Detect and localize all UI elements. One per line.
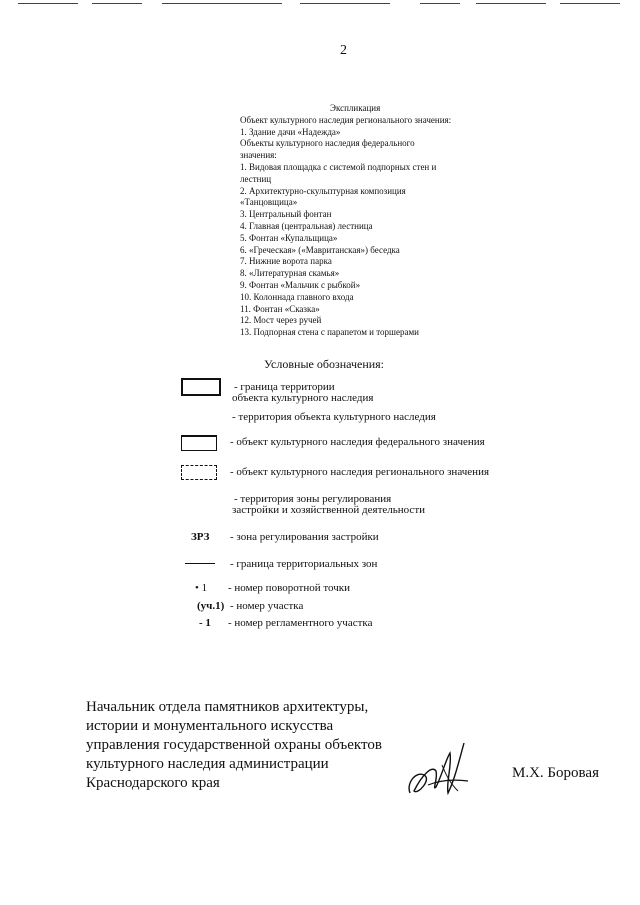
explication-line: Объект культурного наследия регионального значения: <box>240 114 452 125</box>
explication-line: 1. Здание дачи «Надежда» <box>240 126 341 137</box>
legend-territorial-zones: - граница территориальных зон <box>230 558 378 570</box>
legend-regional: - объект культурного наследия регионального значения <box>230 466 490 478</box>
explication-line: 8. «Литературная скамья» <box>240 268 340 279</box>
regional-symbol <box>181 465 217 480</box>
legend-territory: - территория объекта культурного наследия <box>232 411 436 423</box>
explication-line: 4. Главная (центральная) лестница <box>240 220 373 231</box>
scan-border-line <box>476 3 546 4</box>
territorial-zone-line-symbol <box>185 563 215 564</box>
legend-reg: - номер регламентного участка <box>228 617 373 629</box>
explication-line: 11. Фонтан «Сказка» <box>240 303 320 314</box>
scan-border-line <box>18 3 78 4</box>
handwritten-signature <box>402 735 472 805</box>
federal-symbol <box>181 435 217 451</box>
scan-border-line <box>560 3 620 4</box>
explication-line: 9. Фонтан «Мальчик с рыбкой» <box>240 279 361 290</box>
scan-border-line <box>162 3 282 4</box>
plot-symbol: (уч.1) <box>197 600 225 612</box>
boundary-symbol <box>181 378 221 396</box>
explication-line: 13. Подпорная стена с парапетом и торшерами <box>240 327 419 338</box>
explication-line: 6. «Греческая» («Мавританская») беседка <box>240 244 400 255</box>
legend-boundary-line1: - граница территории <box>234 381 335 393</box>
point-symbol: • 1 <box>195 582 208 594</box>
legend-zrz: - зона регулирования застройки <box>230 531 379 543</box>
legend-title: Условные обозначения: <box>264 357 385 371</box>
position-line: управления государственной охраны объектов <box>86 737 382 753</box>
explication-line: 12. Мост через ручей <box>240 315 322 326</box>
explication-line: 1. Видовая площадка с системой подпорных стен и <box>240 161 437 172</box>
explication-line: Объекты культурного наследия федерального <box>240 138 415 149</box>
position-line: Краснодарского края <box>86 775 220 791</box>
legend-zone-line1: - территория зоны регулирования <box>234 493 392 505</box>
scan-border-line <box>92 3 142 4</box>
signature-position <box>86 698 416 793</box>
explication-line: 2. Архитектурно-скульптурная композиция <box>240 185 406 196</box>
reg-symbol: - 1 <box>199 617 211 629</box>
explication-line: 5. Фонтан «Купальщица» <box>240 232 338 243</box>
explication-line: 7. Нижние ворота парка <box>240 256 332 267</box>
scan-border-line <box>420 3 460 4</box>
zrz-symbol: ЗРЗ <box>191 531 210 543</box>
legend-point: - номер поворотной точки <box>228 582 351 594</box>
explication-line: 3. Центральный фонтан <box>240 209 332 220</box>
explication-line: 10. Колоннада главного входа <box>240 291 354 302</box>
position-line: Начальник отдела памятников архитектуры, <box>86 699 369 715</box>
scan-border-line <box>300 3 390 4</box>
legend-boundary-line2: объекта культурного наследия <box>232 392 374 404</box>
legend-zone-line2: застройки и хозяйственной деятельности <box>232 504 426 516</box>
explication-title: Экспликация <box>330 103 381 113</box>
position-line: истории и монументального искусства <box>86 718 334 734</box>
page-number: 2 <box>340 43 347 58</box>
explication-line: лестниц <box>240 173 272 184</box>
explication <box>240 103 540 339</box>
legend-federal: - объект культурного наследия федерального значения <box>230 436 485 448</box>
signer-name: М.Х. Боровая <box>512 765 599 781</box>
legend-plot: - номер участка <box>230 600 304 612</box>
position-line: культурного наследия администрации <box>86 756 329 772</box>
explication-line: «Танцовщица» <box>240 197 298 208</box>
explication-line: значения: <box>240 150 277 161</box>
